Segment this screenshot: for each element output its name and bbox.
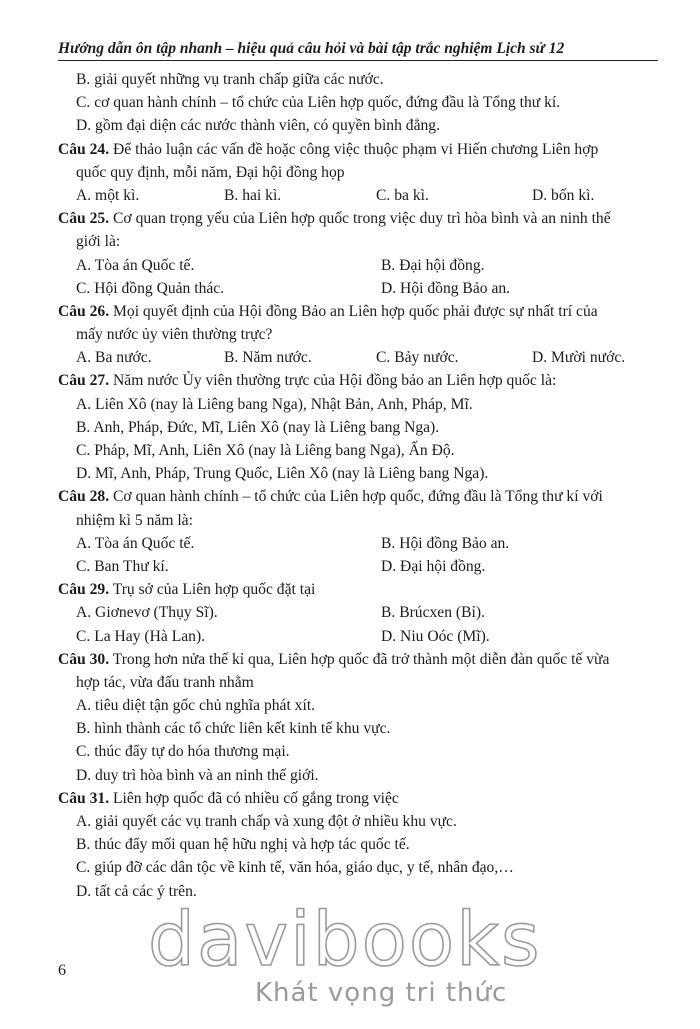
option-d: D. Niu Oóc (Mĩ). bbox=[381, 627, 490, 645]
option-a: A. Liên Xô (nay là Liêng bang Nga), Nhật Bản, Anh, Pháp, Mĩ. bbox=[76, 395, 473, 413]
question-text-cont: hợp tác, vừa đấu tranh nhằm bbox=[76, 673, 254, 691]
question-28 bbox=[58, 485, 662, 508]
option-d: D. Đại hội đồng. bbox=[381, 557, 486, 575]
option-a: A. giải quyết các vụ tranh chấp và xung đột ở nhiều khu vực. bbox=[76, 813, 457, 830]
question-30 bbox=[58, 648, 662, 671]
question-27 bbox=[58, 369, 662, 392]
question-26 bbox=[58, 300, 662, 323]
question-text-cont: mấy nước ủy viên thường trực? bbox=[76, 326, 273, 344]
option-a: A. Tòa án Quốc tế. bbox=[76, 534, 195, 552]
question-number: Câu 25. bbox=[58, 210, 110, 228]
option-b: B. Anh, Pháp, Đức, Mĩ, Liên Xô (nay là Liêng bang Nga). bbox=[76, 418, 440, 436]
options-row bbox=[58, 532, 662, 555]
option-d: D. tất cả các ý trên. bbox=[76, 882, 197, 900]
question-number: Câu 26. bbox=[58, 302, 110, 320]
question-number: Câu 30. bbox=[58, 650, 110, 668]
watermark-tagline: Khát vọng tri thức bbox=[255, 978, 508, 1008]
question-page bbox=[58, 68, 662, 903]
watermark-brand: davibooks bbox=[148, 897, 542, 983]
option-c: C. thúc đẩy tự do hóa thương mại. bbox=[76, 743, 290, 761]
options-row bbox=[58, 184, 662, 207]
option-c: C. Ban Thư kí. bbox=[76, 557, 169, 575]
option-c: C. Pháp, Mĩ, Anh, Liên Xô (nay là Liêng bang Nga), Ấn Độ. bbox=[76, 442, 455, 459]
option-d: D. duy trì hòa bình và an ninh thế giới. bbox=[76, 766, 319, 784]
option-b: B. hình thành các tổ chức liên kết kinh tế khu vực. bbox=[76, 720, 391, 738]
option-c: C. La Hay (Hà Lan). bbox=[76, 627, 206, 645]
option-line: B. giải quyết những vụ tranh chấp giữa các nước. bbox=[76, 71, 384, 88]
option-d: D. Hội đồng Bảo an. bbox=[381, 279, 511, 297]
option-d: D. Mười nước. bbox=[532, 349, 626, 367]
running-header: Hướng dẫn ôn tập nhanh – hiệu quả câu hỏi và bài tập trắc nghiệm Lịch sử 12 bbox=[58, 40, 658, 61]
question-text: Trụ sở của Liên hợp quốc đặt tại bbox=[112, 581, 316, 599]
question-text: Liên hợp quốc đã có nhiều cố gắng trong việc bbox=[113, 789, 399, 807]
option-d: D. Mĩ, Anh, Pháp, Trung Quốc, Liên Xô (nay là Liêng bang Nga). bbox=[76, 465, 489, 483]
option-b: B. thúc đẩy mối quan hệ hữu nghị và hợp tác quốc tế. bbox=[76, 836, 410, 854]
question-31 bbox=[58, 787, 662, 810]
question-text: Để thảo luận các vấn đề hoặc công việc thuộc phạm vi Hiến chương Liên hợp bbox=[113, 140, 599, 158]
option-a: A. Giơnevơ (Thụy Sĩ). bbox=[76, 604, 218, 622]
option-line: D. gồm đại diện các nước thành viên, có quyền bình đẳng. bbox=[76, 117, 440, 135]
option-b: B. Brúcxen (Bỉ). bbox=[381, 604, 485, 622]
question-text: Cơ quan trọng yếu của Liên hợp quốc trong việc duy trì hòa bình và an ninh thế bbox=[113, 210, 611, 228]
question-text-cont: giới là: bbox=[76, 233, 121, 251]
question-number: Câu 29. bbox=[58, 581, 110, 599]
option-c: C. Bảy nước. bbox=[376, 349, 459, 367]
options-row bbox=[58, 555, 662, 578]
question-text: Cơ quan hành chính – tổ chức của Liên hợp quốc, đứng đầu là Tổng thư kí với bbox=[113, 488, 603, 506]
option-b: B. Hội đồng Bảo an. bbox=[381, 534, 510, 552]
watermark bbox=[148, 897, 568, 1008]
question-text: Năm nước Ủy viên thường trực của Hội đồng bảo an Liên hợp quốc là: bbox=[113, 372, 557, 390]
options-row bbox=[58, 254, 662, 277]
option-b: B. Đại hội đồng. bbox=[381, 256, 485, 274]
question-24 bbox=[58, 138, 662, 161]
question-number: Câu 28. bbox=[58, 488, 110, 506]
option-a: A. một kì. bbox=[76, 186, 140, 204]
option-a: A. Ba nước. bbox=[76, 349, 152, 367]
option-c: C. giúp đỡ các dân tộc về kinh tế, văn hóa, giáo dục, y tế, nhân đạo,… bbox=[76, 859, 514, 877]
option-line: C. cơ quan hành chính – tổ chức của Liên hợp quốc, đứng đầu là Tổng thư kí. bbox=[76, 94, 561, 112]
option-b: B. Năm nước. bbox=[224, 349, 312, 367]
option-c: C. ba kì. bbox=[376, 186, 429, 204]
option-b: B. hai kì. bbox=[224, 186, 282, 204]
question-text: Trong hơn nửa thế kỉ qua, Liên hợp quốc đã trở thành một diễn đàn quốc tế vừa bbox=[112, 650, 610, 668]
question-text-cont: nhiệm kì 5 năm là: bbox=[76, 511, 193, 529]
options-row bbox=[58, 601, 662, 624]
question-number: Câu 31. bbox=[58, 789, 110, 807]
option-c: C. Hội đồng Quản thác. bbox=[76, 279, 225, 297]
question-number: Câu 24. bbox=[58, 140, 110, 158]
option-d: D. bốn kì. bbox=[532, 186, 595, 204]
question-25 bbox=[58, 207, 662, 230]
options-row bbox=[58, 625, 662, 648]
question-29 bbox=[58, 578, 662, 601]
page-number: 6 bbox=[58, 962, 66, 979]
question-text: Mọi quyết định của Hội đồng Bảo an Liên hợp quốc phải được sự nhất trí của bbox=[113, 302, 598, 320]
question-text-cont: quốc quy định, mỗi năm, Đại hội đồng họp bbox=[76, 163, 345, 181]
options-row bbox=[58, 277, 662, 300]
question-number: Câu 27. bbox=[58, 372, 110, 390]
option-a: A. tiêu diệt tận gốc chủ nghĩa phát xít. bbox=[76, 697, 316, 715]
options-row bbox=[58, 346, 662, 369]
option-a: A. Tòa án Quốc tế. bbox=[76, 256, 195, 274]
